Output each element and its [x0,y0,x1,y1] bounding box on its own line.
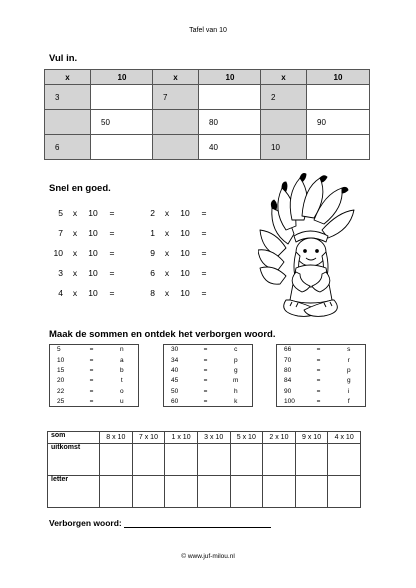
answer-grid [47,431,361,508]
letter-cell[interactable] [230,476,263,508]
table-cell: 40 [199,135,262,160]
table-header-x: x [153,70,199,85]
key-row: 66 = s [284,346,351,354]
sum-cell: 8 x 10 [100,432,133,444]
footer-copyright: © www.juf-milou.nl [181,553,235,560]
result-cell[interactable] [197,444,230,476]
page-title: Tafel van 10 [189,27,227,34]
letter-cell[interactable] [197,476,230,508]
answer-cell[interactable] [261,110,307,135]
sum-cell: 4 x 10 [328,432,361,444]
drill-row[interactable]: 3 x 10 = [58,268,115,278]
sum-cell: 9 x 10 [295,432,328,444]
letter-cell[interactable] [328,476,361,508]
fill-in-table [152,69,262,160]
child-headdress-illustration [258,172,360,322]
drill-row[interactable]: 10 x 10 = [53,248,115,258]
key-row: 100 = f [284,397,350,405]
drill-row[interactable]: 7 x 10 = [58,228,115,238]
table-cell: 3 [45,85,91,110]
table-cell: 2 [261,85,307,110]
drill-row[interactable]: 2 x 10 = [150,208,207,218]
answer-cell[interactable] [307,135,370,160]
answer-cell[interactable] [153,110,199,135]
key-row: 90 = i [284,387,350,395]
letter-key-table [276,344,366,407]
sum-cell: 2 x 10 [263,432,296,444]
letter-cell[interactable] [132,476,165,508]
hidden-word-label: Verborgen woord: [49,518,122,528]
letter-cell[interactable] [100,476,133,508]
table-header-x: x [45,70,91,85]
drill-row[interactable]: 4 x 10 = [58,288,115,298]
key-row: 22 = o [57,387,124,395]
result-cell[interactable] [132,444,165,476]
letter-cell[interactable] [263,476,296,508]
sum-cell: 7 x 10 [132,432,165,444]
drill-column [141,208,217,308]
letter-key-table [49,344,139,407]
result-cell[interactable] [230,444,263,476]
drill-row[interactable]: 5 x 10 = [58,208,115,218]
letter-cell[interactable] [165,476,198,508]
table-cell: 6 [45,135,91,160]
key-row: 50 = h [171,387,238,395]
drill-row[interactable]: 6 x 10 = [150,268,207,278]
answer-cell[interactable] [199,85,262,110]
result-cell[interactable] [100,444,133,476]
letter-key-table [163,344,253,407]
table-cell: 50 [91,110,154,135]
key-row: 34 = p [171,356,238,364]
table-cell: 90 [307,110,370,135]
key-row: 30 = c [171,346,238,354]
key-row: 80 = p [284,366,351,374]
key-row: 10 = a [57,356,124,364]
key-row: 15 = b [57,366,124,374]
answer-cell[interactable] [45,110,91,135]
answer-cell[interactable] [153,135,199,160]
table-header-x: x [261,70,307,85]
answer-cell[interactable] [91,135,154,160]
key-row: 20 = t [57,377,123,385]
section-heading-vul-in: Vul in. [49,53,78,64]
sum-cell: 5 x 10 [230,432,263,444]
key-row: 84 = g [284,377,351,385]
key-row: 45 = m [171,377,239,385]
answer-cell[interactable] [91,85,154,110]
section-heading-snel-en-goed: Snel en goed. [49,183,111,194]
drill-row[interactable]: 1 x 10 = [150,228,207,238]
table-cell: 10 [261,135,307,160]
table-header-10: 10 [91,70,154,85]
fill-in-table [260,69,370,160]
key-row: 5 = n [57,346,124,354]
table-cell: 7 [153,85,199,110]
section-heading-verborgen-woord: Maak de sommen en ontdek het verborgen woord. [49,329,276,340]
key-row: 70 = r [284,356,350,364]
letter-cell[interactable] [295,476,328,508]
sum-cell: 3 x 10 [197,432,230,444]
drill-row[interactable]: 9 x 10 = [150,248,207,258]
sum-cell: 1 x 10 [165,432,198,444]
key-row: 40 = g [171,366,238,374]
row-label-som: som [48,432,100,444]
drill-row[interactable]: 8 x 10 = [150,288,207,298]
result-cell[interactable] [328,444,361,476]
answer-cell[interactable] [307,85,370,110]
table-header-10: 10 [307,70,370,85]
key-row: 60 = k [171,397,238,405]
key-row: 25 = u [57,397,124,405]
row-label-uitkomst: uitkomst [48,444,100,476]
row-label-letter: letter [48,476,100,508]
result-cell[interactable] [295,444,328,476]
fill-in-table [44,69,154,160]
drill-column [49,208,125,308]
table-header-10: 10 [199,70,262,85]
table-cell: 80 [199,110,262,135]
result-cell[interactable] [263,444,296,476]
hidden-word-answer-line[interactable] [124,527,271,528]
result-cell[interactable] [165,444,198,476]
